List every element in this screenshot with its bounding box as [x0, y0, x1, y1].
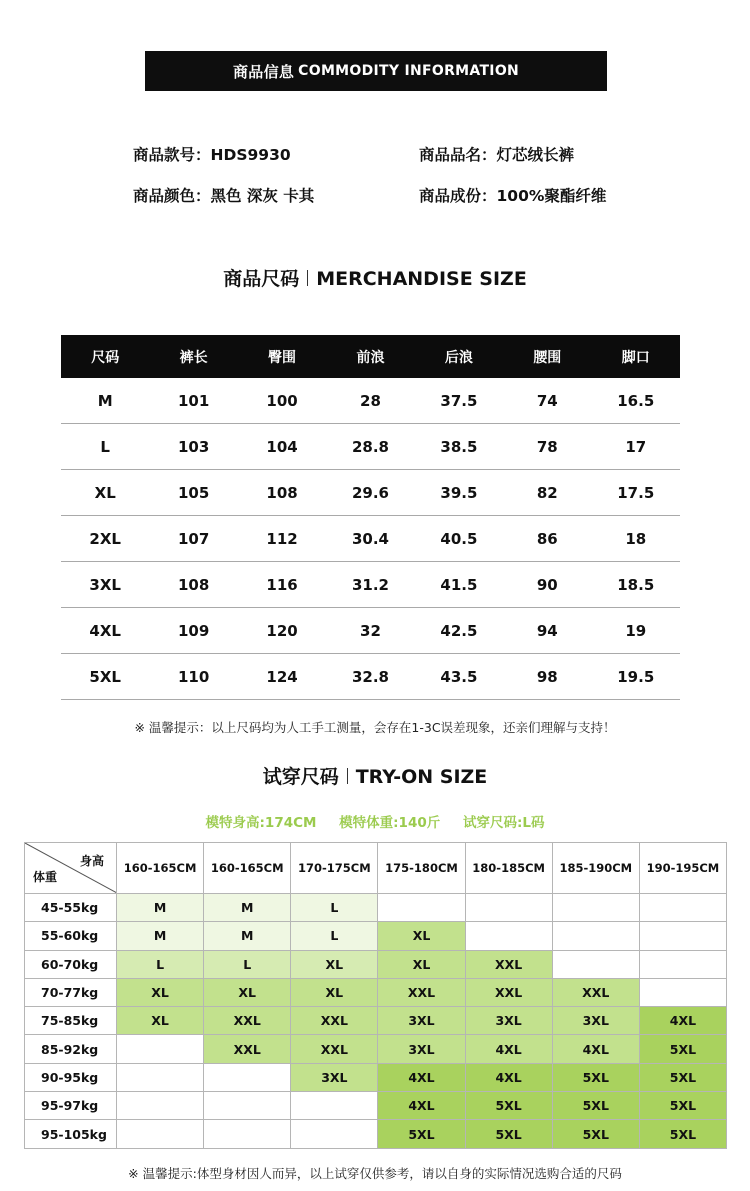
recommended-size-cell: XL [117, 1007, 204, 1035]
size-header-cell: 脚口 [592, 335, 680, 378]
size-value-cell: 18 [592, 516, 680, 562]
size-label-cell: 2XL [61, 516, 149, 562]
recommended-size-cell: M [117, 922, 204, 950]
size-value-cell: 18.5 [592, 562, 680, 608]
recommended-size-cell: L [291, 894, 378, 922]
model-height: 模特身高:174CM [205, 815, 317, 831]
tryon-row [25, 894, 727, 922]
size-value-cell: 19.5 [592, 654, 680, 700]
size-value-cell: 78 [503, 424, 591, 470]
size-value-cell: 86 [503, 516, 591, 562]
recommended-size-cell: 4XL [465, 1063, 552, 1091]
size-value-cell: 116 [238, 562, 326, 608]
weight-range-label: 95-97kg [25, 1092, 117, 1120]
size-value-cell: 43.5 [415, 654, 503, 700]
height-range-header: 180-185CM [465, 843, 552, 894]
recommended-size-cell: 3XL [465, 1007, 552, 1035]
recommended-size-cell: XXL [204, 1035, 291, 1063]
recommended-size-cell: 5XL [552, 1092, 639, 1120]
weight-range-label: 85-92kg [25, 1035, 117, 1063]
height-range-header: 175-180CM [378, 843, 465, 894]
recommended-size-cell: 3XL [378, 1035, 465, 1063]
tryon-row [25, 950, 727, 978]
recommended-size-cell: 5XL [552, 1120, 639, 1148]
size-value-cell: 16.5 [592, 378, 680, 424]
corner-weight-label: 体重 [33, 870, 58, 884]
size-value-cell: 41.5 [415, 562, 503, 608]
size-value-cell: 38.5 [415, 424, 503, 470]
size-value-cell: 107 [149, 516, 237, 562]
size-value-cell: 28.8 [326, 424, 414, 470]
weight-range-label: 70-77kg [25, 978, 117, 1006]
size-row [61, 654, 680, 700]
recommended-size-cell: XXL [204, 1007, 291, 1035]
tryon-header-row [25, 843, 727, 894]
size-row [61, 378, 680, 424]
size-row [61, 608, 680, 654]
commodity-info-header [145, 51, 607, 91]
size-value-cell: 37.5 [415, 378, 503, 424]
title-divider [347, 768, 348, 784]
recommended-size-cell [639, 894, 726, 922]
model-info [0, 811, 750, 831]
recommended-size-cell [204, 1063, 291, 1091]
recommended-size-cell [552, 950, 639, 978]
size-value-cell: 103 [149, 424, 237, 470]
recommended-size-cell: XXL [552, 978, 639, 1006]
size-header-cell: 前浪 [326, 335, 414, 378]
weight-range-label: 75-85kg [25, 1007, 117, 1035]
product-material: 商品成份：100%聚酯纤维 [419, 187, 607, 205]
tryon-row [25, 1092, 727, 1120]
size-label-cell: 4XL [61, 608, 149, 654]
recommended-size-cell: 3XL [291, 1063, 378, 1091]
tryon-row [25, 1035, 727, 1063]
tryon-row [25, 1063, 727, 1091]
recommended-size-cell [117, 1063, 204, 1091]
recommended-size-cell [117, 1035, 204, 1063]
size-value-cell: 29.6 [326, 470, 414, 516]
size-row [61, 424, 680, 470]
size-label-cell: L [61, 424, 149, 470]
tryon-corner-cell [25, 843, 117, 894]
recommended-size-cell [639, 978, 726, 1006]
measurement-note: ※ 温馨提示：以上尺码均为人工手工测量，会存在1-3C误差现象，还亲们理解与支持！ [134, 720, 616, 735]
recommended-size-cell [465, 922, 552, 950]
size-value-cell: 32 [326, 608, 414, 654]
recommended-size-cell: M [204, 922, 291, 950]
recommended-size-cell: 5XL [465, 1092, 552, 1120]
size-value-cell: 32.8 [326, 654, 414, 700]
height-range-header: 160-165CM [117, 843, 204, 894]
size-label-cell: 3XL [61, 562, 149, 608]
size-table-header [61, 335, 680, 378]
recommended-size-cell: M [204, 894, 291, 922]
recommended-size-cell: 5XL [378, 1120, 465, 1148]
size-value-cell: 40.5 [415, 516, 503, 562]
recommended-size-cell: 5XL [552, 1063, 639, 1091]
tryon-row [25, 922, 727, 950]
recommended-size-cell: XXL [378, 978, 465, 1006]
recommended-size-cell: 4XL [465, 1035, 552, 1063]
recommended-size-cell [291, 1092, 378, 1120]
size-section-title [0, 264, 750, 291]
size-value-cell: 120 [238, 608, 326, 654]
size-value-cell: 108 [238, 470, 326, 516]
tryon-note: ※ 温馨提示:体型身材因人而异，以上试穿仅供参考，请以自身的实际情况选购合适的尺码 [128, 1166, 622, 1181]
size-value-cell: 28 [326, 378, 414, 424]
recommended-size-cell: XXL [291, 1035, 378, 1063]
recommended-size-cell: 4XL [378, 1063, 465, 1091]
recommended-size-cell [552, 894, 639, 922]
size-value-cell: 112 [238, 516, 326, 562]
height-range-header: 160-165CM [204, 843, 291, 894]
size-value-cell: 17.5 [592, 470, 680, 516]
tryon-title-cn: 试穿尺码 [262, 766, 339, 788]
recommended-size-cell: XXL [291, 1007, 378, 1035]
recommended-size-cell: 4XL [639, 1007, 726, 1035]
recommended-size-cell [204, 1092, 291, 1120]
size-label-cell: 5XL [61, 654, 149, 700]
recommended-size-cell: XL [117, 978, 204, 1006]
size-value-cell: 30.4 [326, 516, 414, 562]
recommended-size-cell: XL [291, 950, 378, 978]
tryon-row [25, 978, 727, 1006]
size-value-cell: 98 [503, 654, 591, 700]
title-divider [307, 270, 308, 286]
size-header-cell: 裤长 [149, 335, 237, 378]
corner-height-label: 身高 [79, 854, 104, 868]
recommended-size-cell [291, 1120, 378, 1148]
size-value-cell: 104 [238, 424, 326, 470]
size-table [61, 335, 680, 700]
size-value-cell: 108 [149, 562, 237, 608]
tryon-section-title [0, 762, 750, 789]
recommended-size-cell: 4XL [378, 1092, 465, 1120]
style-number: 商品款号：HDS9930 [133, 146, 291, 164]
tryon-row [25, 1120, 727, 1148]
recommended-size-cell [639, 950, 726, 978]
recommended-size-cell [117, 1092, 204, 1120]
recommended-size-cell: 4XL [552, 1035, 639, 1063]
recommended-size-cell: L [291, 922, 378, 950]
size-header-cell: 腰围 [503, 335, 591, 378]
recommended-size-cell: 3XL [552, 1007, 639, 1035]
recommended-size-cell: 5XL [639, 1092, 726, 1120]
weight-range-label: 55-60kg [25, 922, 117, 950]
size-title-cn: 商品尺码 [223, 268, 300, 290]
recommended-size-cell: 5XL [639, 1035, 726, 1063]
product-colors: 商品颜色：黑色 深灰 卡其 [133, 187, 315, 205]
tryon-title-en: TRY-ON SIZE [355, 766, 488, 788]
recommended-size-cell: M [117, 894, 204, 922]
recommended-size-cell: 5XL [639, 1120, 726, 1148]
recommended-size-cell: XL [204, 978, 291, 1006]
size-header-cell: 尺码 [61, 335, 149, 378]
size-value-cell: 94 [503, 608, 591, 654]
model-tried-size: 试穿尺码:L码 [462, 815, 545, 831]
recommended-size-cell [117, 1120, 204, 1148]
size-value-cell: 110 [149, 654, 237, 700]
recommended-size-cell: XL [291, 978, 378, 1006]
recommended-size-cell [378, 894, 465, 922]
recommended-size-cell [552, 922, 639, 950]
size-value-cell: 39.5 [415, 470, 503, 516]
height-range-header: 170-175CM [291, 843, 378, 894]
weight-range-label: 90-95kg [25, 1063, 117, 1091]
size-value-cell: 109 [149, 608, 237, 654]
size-value-cell: 82 [503, 470, 591, 516]
recommended-size-cell: XXL [465, 950, 552, 978]
size-value-cell: 74 [503, 378, 591, 424]
recommended-size-cell [465, 894, 552, 922]
recommended-size-cell: L [117, 950, 204, 978]
recommended-size-cell: XXL [465, 978, 552, 1006]
size-value-cell: 31.2 [326, 562, 414, 608]
recommended-size-cell: 3XL [378, 1007, 465, 1035]
weight-range-label: 60-70kg [25, 950, 117, 978]
recommended-size-cell [639, 922, 726, 950]
product-name: 商品品名：灯芯绒长裤 [419, 146, 575, 164]
size-value-cell: 101 [149, 378, 237, 424]
recommended-size-cell: 5XL [465, 1120, 552, 1148]
size-row [61, 516, 680, 562]
recommended-size-cell: XL [378, 922, 465, 950]
size-label-cell: M [61, 378, 149, 424]
recommended-size-cell: L [204, 950, 291, 978]
recommended-size-cell: 5XL [639, 1063, 726, 1091]
size-row [61, 470, 680, 516]
size-header-cell: 后浪 [415, 335, 503, 378]
size-value-cell: 90 [503, 562, 591, 608]
recommended-size-cell [204, 1120, 291, 1148]
header-title-en: COMMODITY INFORMATION [298, 63, 520, 79]
recommended-size-cell: XL [378, 950, 465, 978]
size-label-cell: XL [61, 470, 149, 516]
size-value-cell: 19 [592, 608, 680, 654]
size-value-cell: 42.5 [415, 608, 503, 654]
weight-range-label: 45-55kg [25, 894, 117, 922]
height-range-header: 185-190CM [552, 843, 639, 894]
size-value-cell: 100 [238, 378, 326, 424]
tryon-row [25, 1007, 727, 1035]
size-value-cell: 124 [238, 654, 326, 700]
size-value-cell: 105 [149, 470, 237, 516]
tryon-table [24, 842, 727, 1149]
model-weight: 模特体重:140斤 [339, 815, 441, 831]
height-range-header: 190-195CM [639, 843, 726, 894]
size-row [61, 562, 680, 608]
weight-range-label: 95-105kg [25, 1120, 117, 1148]
size-header-cell: 臀围 [238, 335, 326, 378]
size-value-cell: 17 [592, 424, 680, 470]
header-title-cn: 商品信息 [232, 62, 295, 81]
size-title-en: MERCHANDISE SIZE [316, 268, 527, 290]
